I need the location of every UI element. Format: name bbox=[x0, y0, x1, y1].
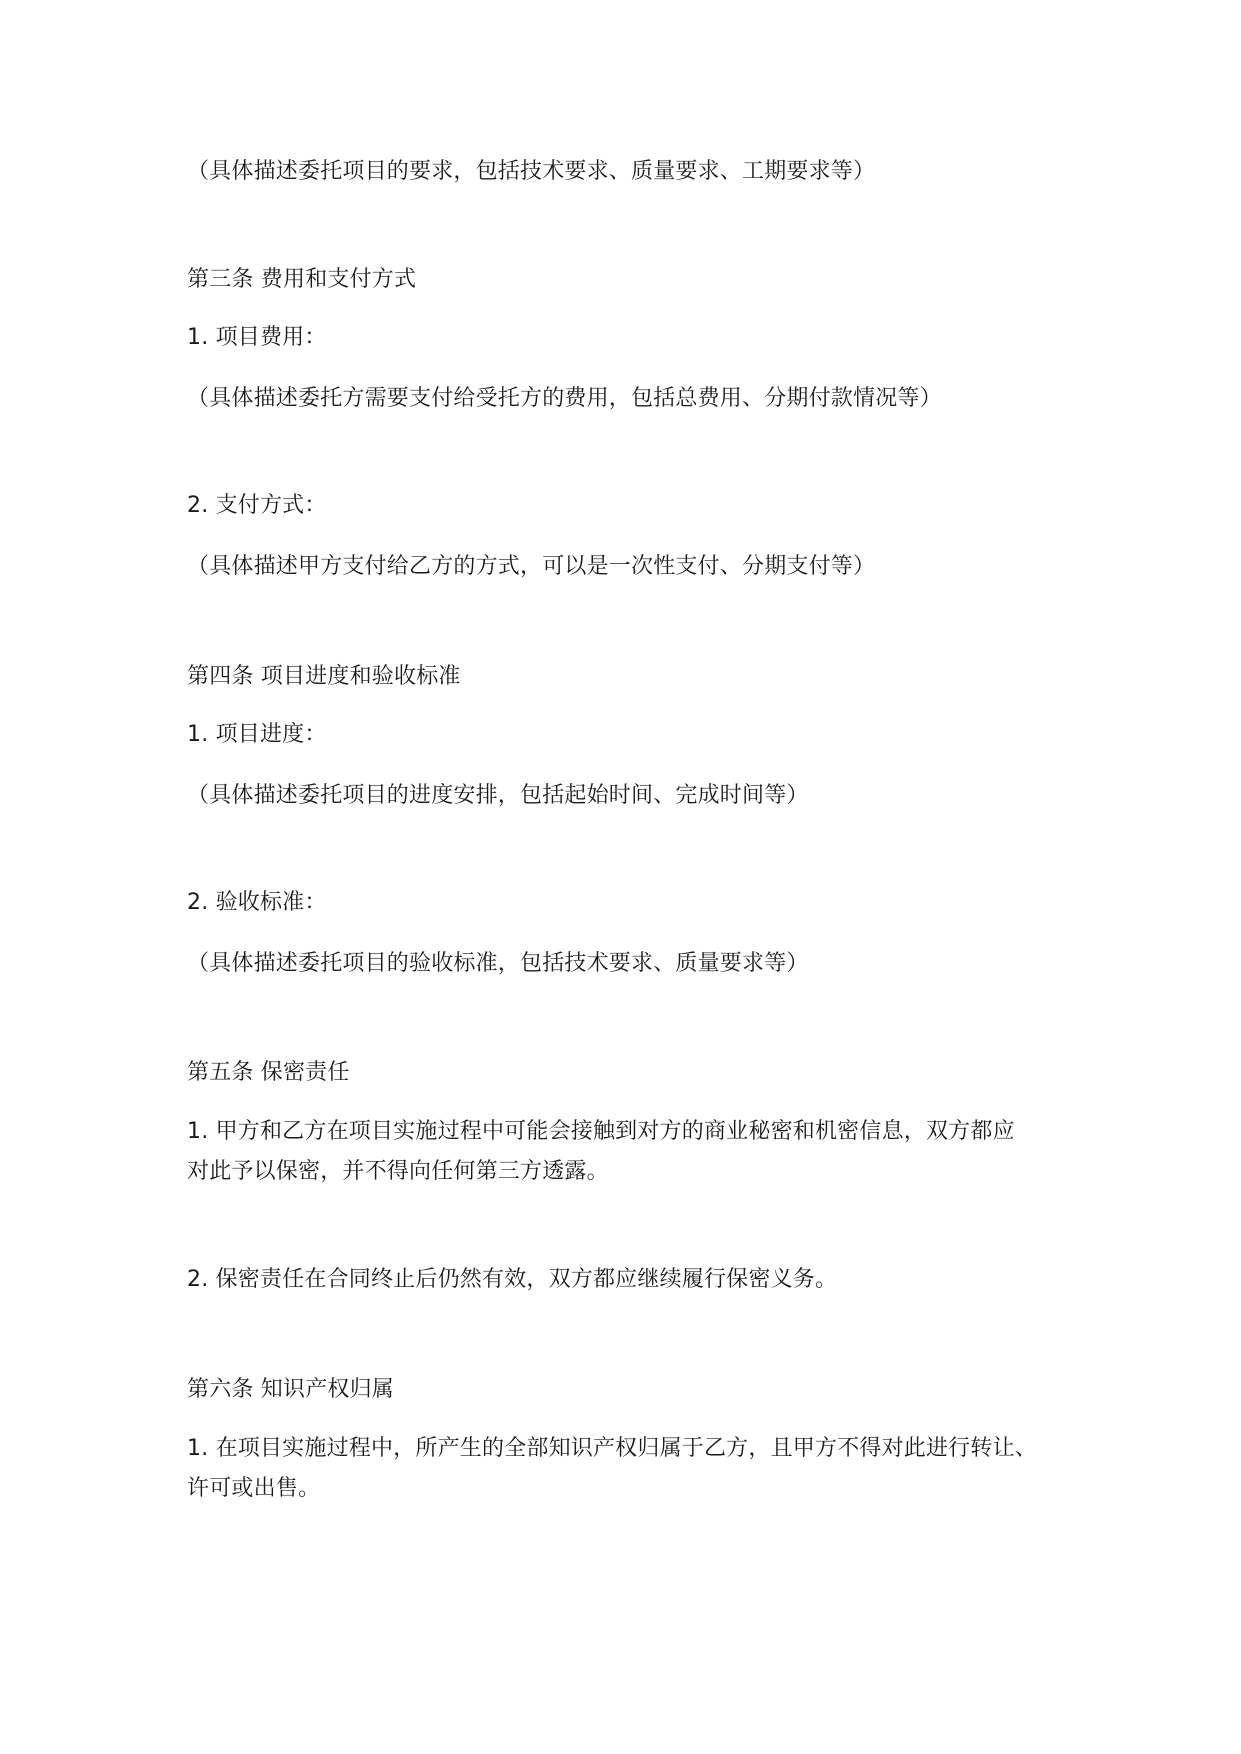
article-5-heading: 第五条 保密责任 bbox=[187, 1060, 350, 1085]
ip-item-1-line-1: 1. 在项目实施过程中，所产生的全部知识产权归属于乙方，且甲方不得对此进行转让、 bbox=[187, 1436, 1037, 1461]
article-3-heading: 第三条 费用和支付方式 bbox=[187, 267, 417, 292]
confidentiality-item-1-line-1: 1. 甲方和乙方在项目实施过程中可能会接触到对方的商业秘密和机密信息，双方都应 bbox=[187, 1119, 1015, 1144]
paragraph-acceptance-note: （具体描述委托项目的验收标准，包括技术要求、质量要求等） bbox=[187, 951, 809, 976]
paragraph-payment-note: （具体描述甲方支付给乙方的方式，可以是一次性支付、分期支付等） bbox=[187, 554, 876, 579]
article-6-heading: 第六条 知识产权归属 bbox=[187, 1377, 394, 1402]
article-4-heading: 第四条 项目进度和验收标准 bbox=[187, 664, 461, 689]
paragraph-requirements-note: （具体描述委托项目的要求，包括技术要求、质量要求、工期要求等） bbox=[187, 159, 876, 184]
paragraph-progress-note: （具体描述委托项目的进度安排，包括起始时间、完成时间等） bbox=[187, 783, 809, 808]
item-payment-method-label: 2. 支付方式： bbox=[187, 493, 327, 518]
paragraph-fee-note: （具体描述委托方需要支付给受托方的费用，包括总费用、分期付款情况等） bbox=[187, 386, 942, 411]
ip-item-1-line-2: 许可或出售。 bbox=[187, 1476, 321, 1501]
confidentiality-item-2: 2. 保密责任在合同终止后仍然有效，双方都应继续履行保密义务。 bbox=[187, 1267, 838, 1292]
item-acceptance-standard-label: 2. 验收标准： bbox=[187, 890, 327, 915]
item-project-progress-label: 1. 项目进度： bbox=[187, 722, 327, 747]
confidentiality-item-1-line-2: 对此予以保密，并不得向任何第三方透露。 bbox=[187, 1159, 609, 1184]
item-project-fee-label: 1. 项目费用： bbox=[187, 325, 327, 350]
